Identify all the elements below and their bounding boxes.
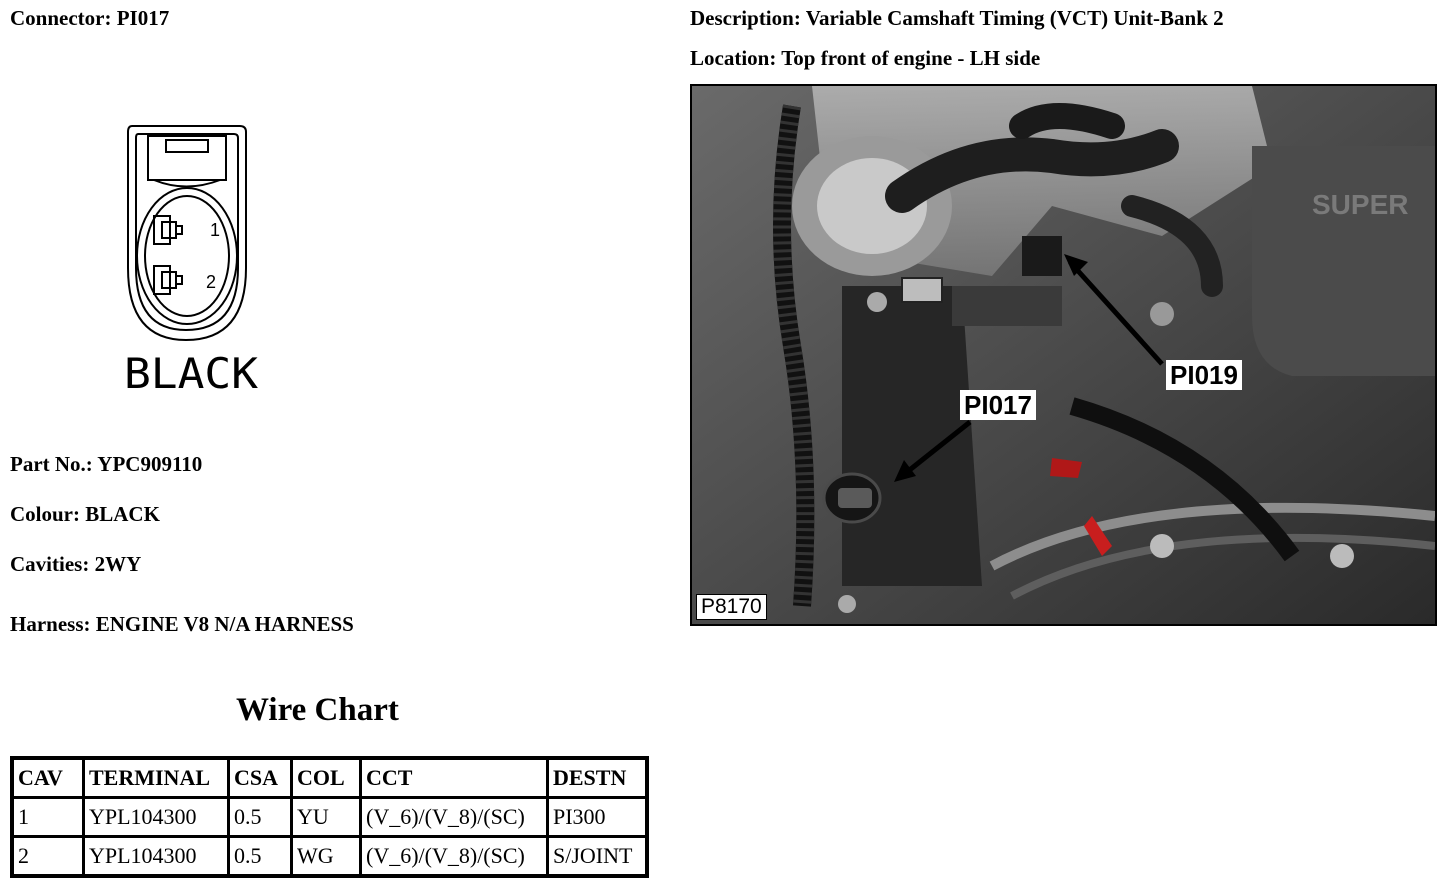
figure-reference: P8170 bbox=[696, 594, 767, 620]
cavities-value: 2WY bbox=[94, 552, 142, 576]
harness-value: ENGINE V8 N/A HARNESS bbox=[95, 612, 354, 636]
connector-face-diagram bbox=[118, 118, 278, 398]
col-header-csa: CSA bbox=[227, 760, 290, 796]
table-row bbox=[14, 835, 645, 874]
cell-destn: S/JOINT bbox=[546, 835, 645, 874]
cell-cct: (V_6)/(V_8)/(SC) bbox=[359, 796, 546, 835]
description-label: Description: bbox=[690, 6, 801, 30]
engine-location-photo bbox=[690, 84, 1437, 626]
connector-label: Connector: bbox=[10, 6, 112, 30]
part-number-label: Part No.: bbox=[10, 452, 93, 476]
connector-heading bbox=[10, 6, 169, 31]
cell-csa: 0.5 bbox=[227, 796, 290, 835]
engine-cover-lettering: SUPER bbox=[1312, 189, 1409, 220]
callout-pi019: PI019 bbox=[1166, 360, 1242, 390]
table-row bbox=[14, 796, 645, 835]
colour-label: Colour: bbox=[10, 502, 80, 526]
connector-id: PI017 bbox=[116, 6, 170, 30]
cell-terminal: YPL104300 bbox=[82, 835, 227, 874]
cell-cct: (V_6)/(V_8)/(SC) bbox=[359, 835, 546, 874]
cell-col: YU bbox=[290, 796, 359, 835]
cell-cav: 2 bbox=[14, 835, 82, 874]
cell-col: WG bbox=[290, 835, 359, 874]
col-header-terminal: TERMINAL bbox=[82, 760, 227, 796]
harness-label: Harness: bbox=[10, 612, 91, 636]
location-line bbox=[690, 46, 1040, 71]
cavities-line bbox=[10, 552, 141, 577]
location-value: Top front of engine - LH side bbox=[781, 46, 1041, 70]
part-number-line bbox=[10, 452, 202, 477]
cell-cav: 1 bbox=[14, 796, 82, 835]
wire-chart-table bbox=[10, 756, 649, 878]
cell-destn: PI300 bbox=[546, 796, 645, 835]
callout-pi017: PI017 bbox=[960, 390, 1036, 420]
cell-csa: 0.5 bbox=[227, 835, 290, 874]
pin-1-label: 1 bbox=[210, 220, 221, 240]
harness-line bbox=[10, 612, 354, 637]
col-header-col: COL bbox=[290, 760, 359, 796]
engine-bay-illustration bbox=[692, 86, 1435, 624]
col-header-cav: CAV bbox=[18, 765, 63, 790]
connector-colour-caption: BLACK bbox=[124, 349, 259, 398]
pin-2-label: 2 bbox=[206, 272, 217, 292]
description-value: Variable Camshaft Timing (VCT) Unit-Bank 2 bbox=[805, 6, 1224, 30]
col-header-cct: CCT bbox=[359, 760, 546, 796]
cell-terminal: YPL104300 bbox=[82, 796, 227, 835]
wire-chart-title: Wire Chart bbox=[236, 692, 399, 728]
part-number-value: YPC909110 bbox=[97, 452, 203, 476]
col-header-destn: DESTN bbox=[546, 760, 645, 796]
cavities-label: Cavities: bbox=[10, 552, 90, 576]
location-label: Location: bbox=[690, 46, 777, 70]
colour-value: BLACK bbox=[85, 502, 160, 526]
colour-line bbox=[10, 502, 160, 527]
description-line bbox=[690, 6, 1224, 31]
wire-chart-header-row bbox=[14, 760, 645, 796]
